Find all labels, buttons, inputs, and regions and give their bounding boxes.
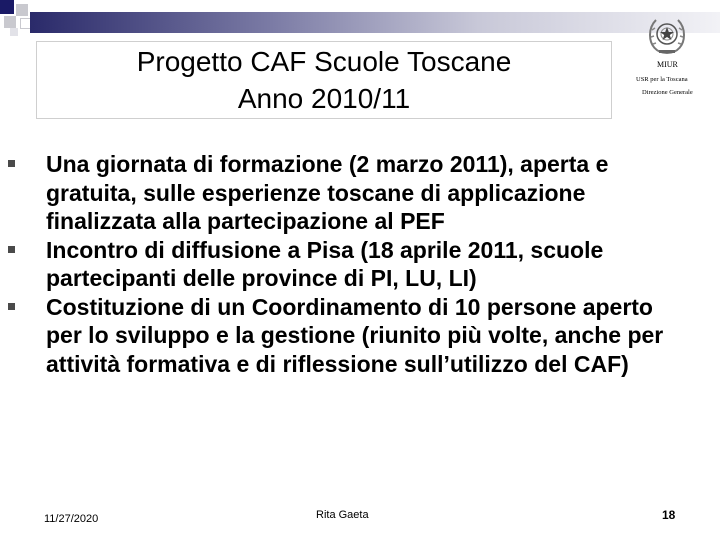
- bullet-item-1: [0, 150, 686, 236]
- bullet-item-2: [0, 236, 686, 293]
- square-bullet-icon: [8, 160, 15, 167]
- footer-author: Rita Gaeta: [316, 509, 369, 521]
- corner-square-dark: [0, 0, 14, 14]
- title-box: [36, 41, 612, 119]
- bullet-list: [0, 150, 720, 378]
- slide-title: [137, 43, 512, 117]
- footer-date: 11/27/2020: [44, 513, 99, 525]
- logo-department: Direzione Generale: [642, 89, 693, 96]
- header-gradient-band: [30, 12, 720, 33]
- italian-republic-emblem-icon: [646, 12, 688, 56]
- square-bullet-icon: [8, 246, 15, 253]
- corner-square-light: [10, 28, 18, 36]
- bullet-text: Costituzione di un Coordinamento di 10 persone aperto per lo sviluppo e la gestione (riunito più volte, anche per attività formativa e di riflessione sull’utilizzo del CAF): [46, 293, 664, 377]
- bullet-item-3: [0, 293, 686, 379]
- footer-page-number: 18: [662, 508, 676, 522]
- corner-square-gray: [4, 16, 16, 28]
- logo-office: USR per la Toscana: [636, 76, 688, 83]
- square-bullet-icon: [8, 303, 15, 310]
- bullet-text: Incontro di diffusione a Pisa (18 aprile 2011, scuole partecipanti delle province di PI, LU, LI): [46, 236, 604, 291]
- logo-org: MIUR: [657, 60, 678, 69]
- slide-title-line1: Progetto CAF Scuole Toscane: [136, 46, 512, 77]
- slide-title-line2: Anno 2010/11: [237, 83, 411, 114]
- bullet-text: Una giornata di formazione (2 marzo 2011), aperta e gratuita, sulle esperienze toscane di applicazione finalizzata alla partecipazione al PEF: [46, 151, 609, 234]
- corner-square-gray: [16, 4, 28, 16]
